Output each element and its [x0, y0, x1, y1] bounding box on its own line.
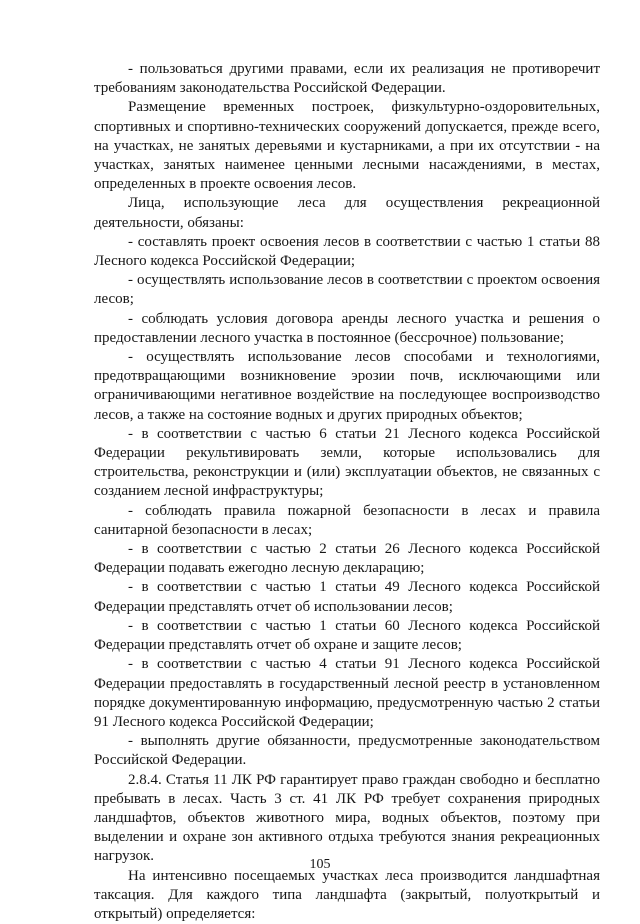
page-number: 105: [309, 857, 331, 872]
paragraph-temporary-buildings: Размещение временных построек, физкультурно-оздоровительных, спортивных и спортивно-технических сооружений допускается, прежде всего, на участках, не занятых деревьями и кустарниками, а при их отсутствии - на участках, занятых наименее ценными лесными насаждениями, в местах, определенных в проекте освоения лесов.: [94, 99, 600, 193]
list-item-forest-project: - составлять проект освоения лесов в соответствии с частью 1 статьи 88 Лесного кодекса Российской Федерации;: [94, 233, 600, 270]
list-item-use-report: - в соответствии с частью 1 статьи 49 Лесного кодекса Российской Федерации представлять отчет об использовании лесов;: [94, 579, 600, 615]
paragraph-other-rights: - пользоваться другими правами, если их реализация не противоречит требованиям законодательства Российской Федерации.: [94, 61, 600, 97]
list-item-lease-terms: - соблюдать условия договора аренды лесного участка и решения о предоставлении лесного участка в постоянное (бессрочное) пользование;: [94, 310, 600, 346]
list-item-fire-safety: - соблюдать правила пожарной безопасности в лесах и правила санитарной безопасности в лесах;: [94, 502, 600, 538]
list-item-use-per-project: - осуществлять использование лесов в соответствии с проектом освоения лесов;: [94, 272, 600, 308]
list-item-other-duties: - выполнять другие обязанности, предусмотренные законодательством Российской Федерации.: [94, 733, 600, 769]
body-text: [94, 60, 600, 924]
paragraph-landscape-taxation: На интенсивно посещаемых участках леса производится ландшафтная таксация. Для каждого типа ландшафта (закрытый, полуоткрытый и открытый) определяется:: [94, 867, 600, 922]
list-item-land-recultivation: - в соответствии с частью 6 статьи 21 Лесного кодекса Российской Федерации рекультивировать земли, которые использовались для строительства, реконструкции и (или) эксплуатации объектов, не связанных с созданием лесной инфраструктуры;: [94, 425, 600, 500]
list-item-erosion-prevention: - осуществлять использование лесов способами и технологиями, предотвращающими возникновение эрозии почв, исключающими или ограничивающими негативное воздействие на последующее воспроизводство лесов, а также на состояние водных и других природных объектов;: [94, 349, 600, 423]
list-item-forest-registry: - в соответствии с частью 4 статьи 91 Лесного кодекса Российской Федерации предоставлять в государственный лесной реестр в установленном порядке документированную информацию, предусмотренную частью 2 статьи 91 Лесного кодекса Российской Федерации;: [94, 656, 600, 730]
paragraph-obligations-intro: Лица, использующие леса для осуществления рекреационной деятельности, обязаны:: [94, 195, 600, 231]
list-item-forest-declaration: - в соответствии с частью 2 статьи 26 Лесного кодекса Российской Федерации подавать ежегодно лесную декларацию;: [94, 541, 600, 577]
list-item-protection-report: - в соответствии с частью 1 статьи 60 Лесного кодекса Российской Федерации представлять отчет об охране и защите лесов;: [94, 617, 600, 654]
paragraph-section-2-8-4: 2.8.4. Статья 11 ЛК РФ гарантирует право граждан свободно и бесплатно пребывать в лесах. Часть 3 ст. 41 ЛК РФ требует сохранения природных ландшафтов, объектов животного мира, водных объектов, поэтому при выделении и охране зон активного отдыха требуются знания рекреационных нагрузок.: [94, 771, 600, 865]
